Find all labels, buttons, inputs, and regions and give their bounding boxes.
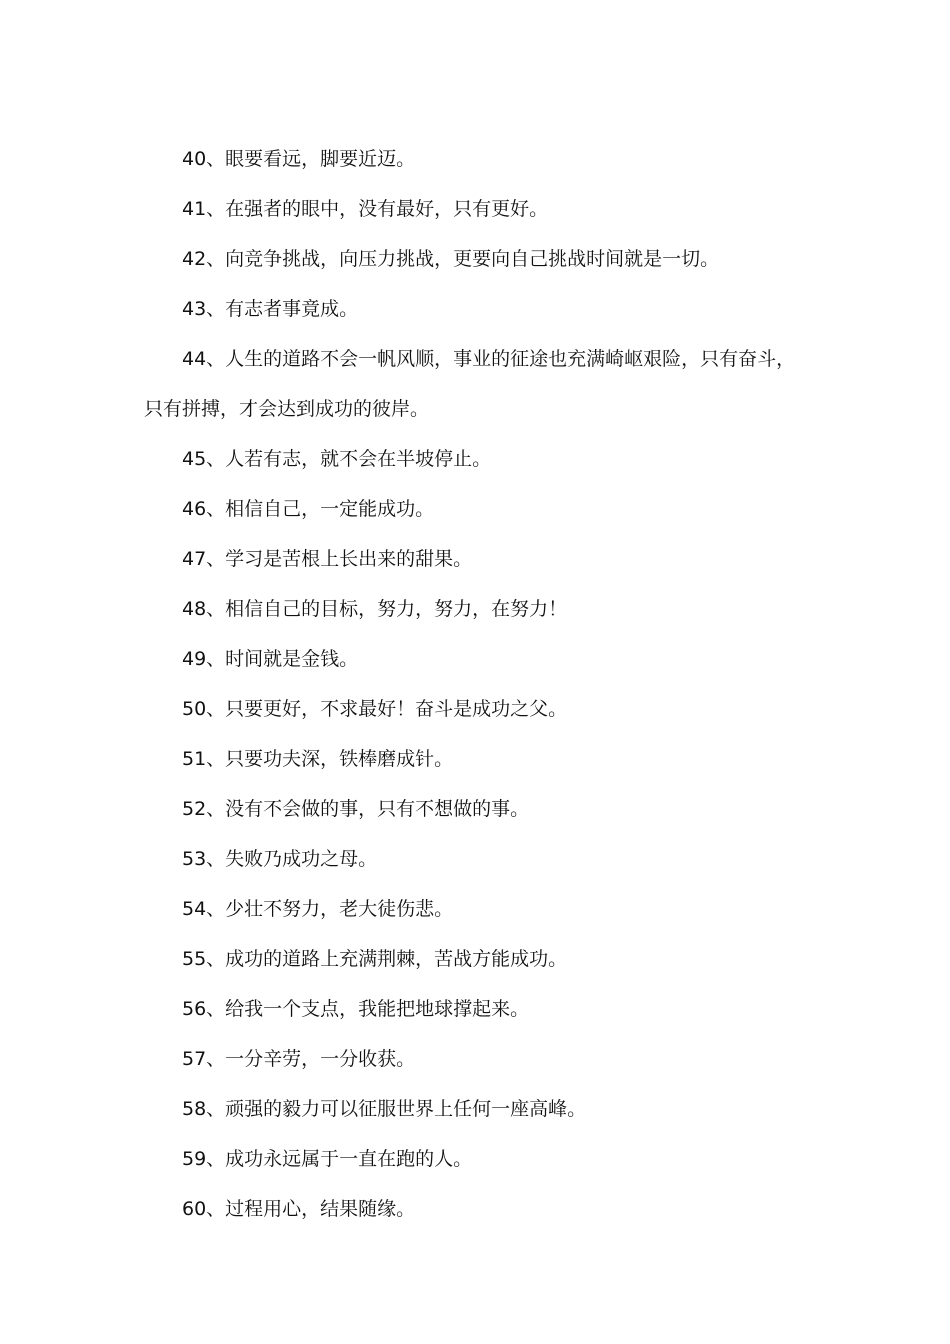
list-item: 50、只要更好，不求最好！奋斗是成功之父。 [182,698,568,720]
list-item: 53、失败乃成功之母。 [182,848,378,870]
list-item: 42、向竞争挑战，向压力挑战，更要向自己挑战时间就是一切。 [182,248,720,270]
list-item: 54、少壮不努力，老大徒伤悲。 [182,898,454,920]
list-item: 41、在强者的眼中，没有最好，只有更好。 [182,198,549,220]
list-item: 47、学习是苦根上长出来的甜果。 [182,548,473,570]
list-item: 45、人若有志，就不会在半坡停止。 [182,448,492,470]
list-item: 59、成功永远属于一直在跑的人。 [182,1148,473,1170]
list-item: 51、只要功夫深，铁棒磨成针。 [182,748,454,770]
list-item: 57、一分辛劳，一分收获。 [182,1048,416,1070]
list-item: 58、顽强的毅力可以征服世界上任何一座高峰。 [182,1098,587,1120]
list-item: 55、成功的道路上充满荆棘，苦战方能成功。 [182,948,568,970]
list-item: 60、过程用心，结果随缘。 [182,1198,416,1220]
list-item: 46、相信自己，一定能成功。 [182,498,435,520]
list-item: 49、时间就是金钱。 [182,648,359,670]
quote-list [144,134,808,1234]
list-item: 43、有志者事竟成。 [182,298,359,320]
list-item: 40、眼要看远，脚要近迈。 [182,148,416,170]
list-item: 48、相信自己的目标，努力，努力，在努力！ [182,598,568,620]
list-item: 56、给我一个支点，我能把地球撑起来。 [182,998,530,1020]
list-item: 52、没有不会做的事，只有不想做的事。 [182,798,530,820]
list-item: 44、人生的道路不会一帆风顺，事业的征途也充满崎岖艰险，只有奋斗，只有拼搏，才会达到成功的彼岸。 [144,348,796,420]
